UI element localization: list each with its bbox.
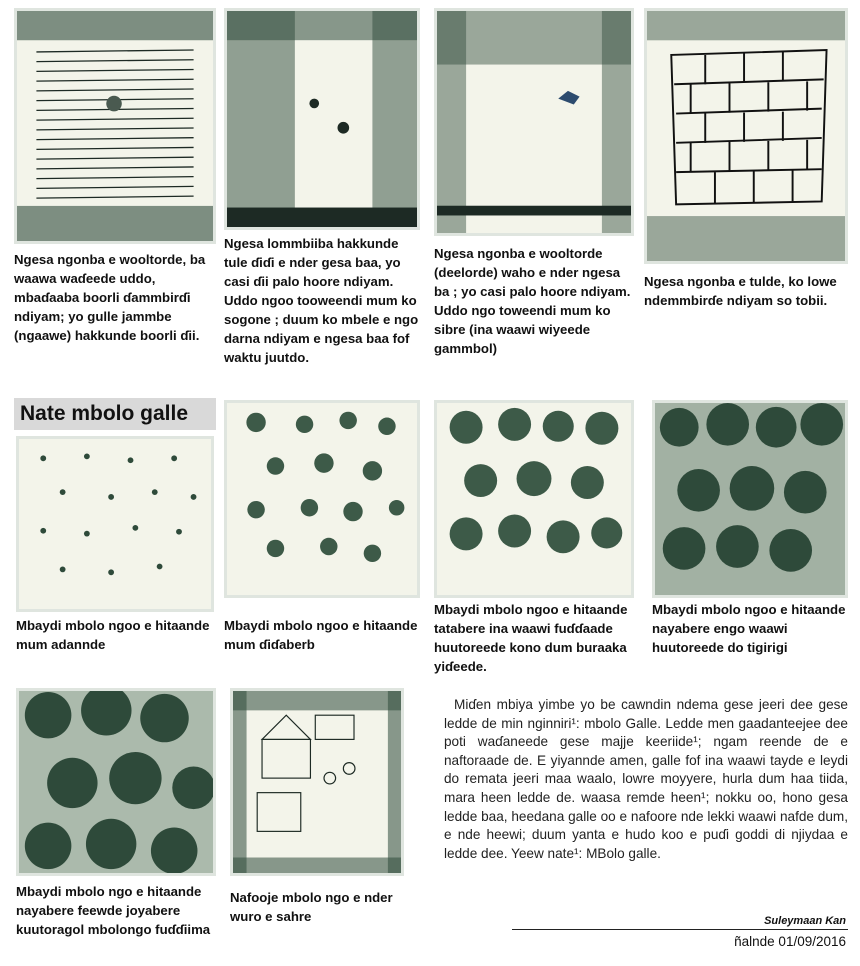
field-wetland-boorli-image bbox=[14, 8, 216, 244]
woodlot-year5-image bbox=[16, 688, 216, 876]
field-lowland-image bbox=[224, 8, 420, 230]
caption-village-woodlot: Nafooje mbolo ngo e nder wuro e sahre bbox=[230, 890, 393, 924]
woodlot-year2-image bbox=[224, 400, 420, 598]
woodlot-year3-image bbox=[434, 400, 634, 598]
section-heading: Nate mbolo galle bbox=[14, 398, 216, 430]
woodlot-year1-image bbox=[16, 436, 214, 612]
caption-field-depression: Ngesa ngonba e wooltorde (deelorde) waho e nder ngesa ba ; yo casi palo hoore ndiyam. Uddo ngo toweendi mum ko sibre (ina waawi wiyeede gammbol) bbox=[434, 246, 631, 356]
caption-field-wetland: Ngesa ngonba e wooltorde, ba waawa waɗeede uddo, mbaɗaaba boorli ɗammbirɗi ndiyam; yo gulle jammbe (ngaawe) hakkunde boorli ɗii. bbox=[14, 252, 206, 343]
village-woodlot-image bbox=[230, 688, 404, 876]
author-signature: Suleymaan Kan bbox=[764, 915, 846, 927]
caption-field-lowland: Ngesa lommbiiba hakkunde tule ɗiɗi e nder gesa baa, yo casi ɗii palo hoore ndiyam. Uddo ngoo tooweendi mum ko sogone ; duum ko mbele e ngo darna ndiyam e ngesa baa fof waktu juutdo. bbox=[224, 236, 419, 365]
signature-rule bbox=[512, 929, 848, 930]
woodlot-year4-image bbox=[652, 400, 848, 598]
field-upland-image bbox=[644, 8, 848, 264]
caption-field-upland: Ngesa ngonba e tulde, ko lowe ndemmbirɗe ndiyam so tobii. bbox=[644, 274, 837, 308]
caption-woodlot-year5: Mbaydi mbolo ngo e hitaande nayabere feewde joyabere kuutoragol mbolongo fuɗɗiima bbox=[16, 884, 211, 937]
publication-date: ñalnde 01/09/2016 bbox=[734, 934, 846, 949]
caption-woodlot-year1: Mbaydi mbolo ngoo e hitaande mum adannde bbox=[16, 618, 210, 652]
caption-woodlot-year3: Mbaydi mbolo ngoo e hitaande tatabere ina waawi fuɗɗaade huutoreede kono dum buraaka yiɗeede. bbox=[434, 602, 628, 674]
caption-woodlot-year4: Mbaydi mbolo ngoo e hitaande nayabere engo waawi huutoreede do tigirigi bbox=[652, 602, 846, 655]
field-depression-image bbox=[434, 8, 634, 236]
caption-woodlot-year2: Mbaydi mbolo ngoo e hitaande mum ɗiɗaberb bbox=[224, 618, 418, 652]
article-body: Miɗen mbiya yimbe yo be cawndin ndema gese jeeri dee gese ledde de min nginniri¹: mbolo Galle. Ledde men gaadanteejee dee poti waɗaneede gese majje keeriide¹; ngam reende de e naftoraade de. E yiyannde amen, galle fof ina waawi tayde e leydi do remata jeeri maa waalo, lowre moyyere, hurla dum haa tiida, mara heen ledde de. waasa remde heen¹; nokku oo, hono gesa ledde baa, heedana galle oo e nafoore nde lekki waawi nafde dum, e nde heewi; duum yanta e hudo koo e puɗi goddi di njiydaa e ledde dee. Yeew nate¹: MBolo galle. bbox=[444, 697, 848, 861]
